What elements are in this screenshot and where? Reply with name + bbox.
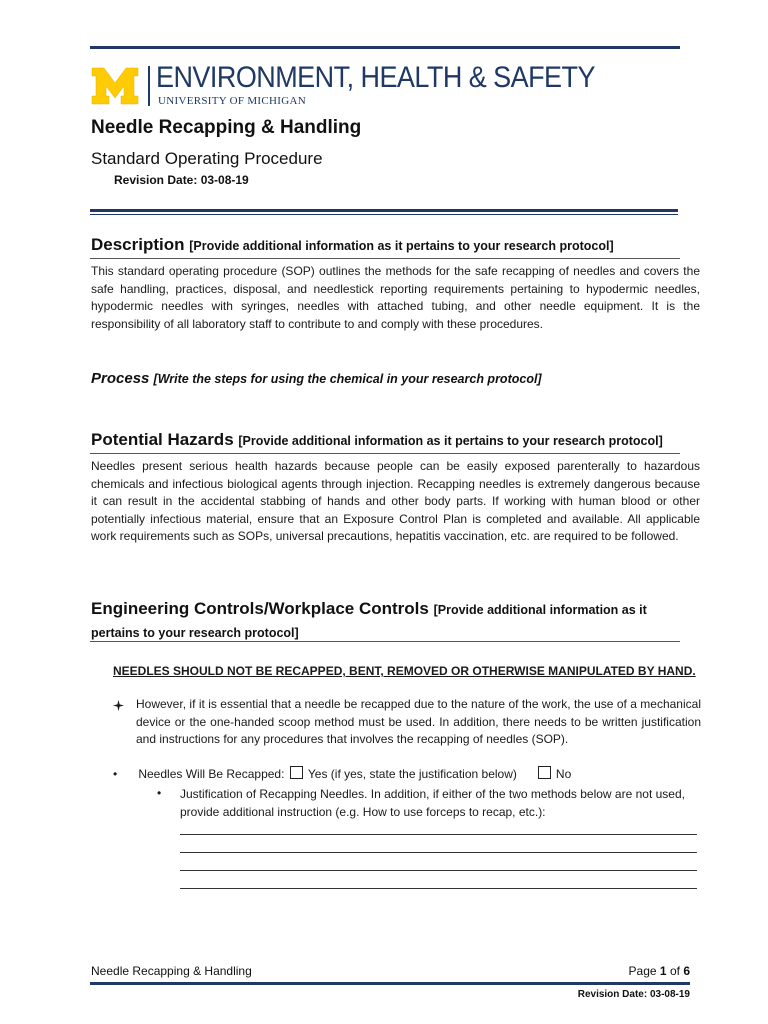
hazards-rule [90,453,680,454]
no-option-label: No [555,767,572,781]
no-checkbox[interactable] [538,766,551,779]
recap-question-label: Needles Will Be Recapped: [138,767,285,781]
footer-page-word: Page [628,964,657,978]
engineering-note-line1: [Provide additional information as it [433,603,647,617]
justification-line-1[interactable] [180,834,697,835]
process-note: [Write the steps for using the chemical in your research protocol] [153,372,542,386]
yes-checkbox[interactable] [290,766,303,779]
justification-line-3[interactable] [180,870,697,871]
footer-page-total: 6 [683,964,690,978]
document-title: Needle Recapping & Handling [91,117,362,138]
yes-option-label: Yes (if yes, state the justification below) [307,767,517,781]
title-rule-thin [90,214,678,215]
footer-revision-date: Revision Date: 03-08-19 [577,989,690,1000]
recap-question [113,766,571,781]
sub-bullet-icon: • [157,786,162,800]
footer-page-current: 1 [659,964,667,978]
hazards-note: [Provide additional information as it pertains to your research protocol] [238,434,663,448]
org-subtitle: UNIVERSITY OF MICHIGAN [158,95,306,107]
hazards-heading [91,430,663,450]
description-text: This standard operating procedure (SOP) outlines the methods for the safe recapping of needles and covers the safe handling, practices, disposal, and needlestick reporting requirements pertaining to hypodermic needles, hypodermic needles with syringes, needles with attached tubing, and other needle equipment. It is the responsibility of all laboratory staff to contribute to and comply with these procedures. [91,264,700,331]
footer-rule [90,982,690,985]
engineering-rule [90,641,680,642]
justification-text: Justification of Recapping Needles. In addition, if either of the two methods below are not used, provide additional instruction (e.g. How to use forceps to recap, etc.): [180,787,685,819]
no-recap-warning: NEEDLES SHOULD NOT BE RECAPPED, BENT, REMOVED OR OTHERWISE MANIPULATED BY HAND. [113,664,696,678]
bullet-icon: • [113,767,118,781]
footer-page-number [629,964,690,978]
revision-date: Revision Date: 03-08-19 [114,173,249,187]
recap-exception-text: However, if it is essential that a needle be recapped due to the nature of the work, the use of a mechanical device or the one-handed scoop method must be used. In addition, there needs to be written justification and instructions for any procedures that involves the recapping of needles (SOP). [136,697,701,746]
justification-line-4[interactable] [180,888,697,889]
description-heading-text: Description [91,235,185,254]
process-heading [91,370,542,387]
title-rule-thick [90,209,678,212]
block-m-logo-icon [90,66,140,106]
engineering-note-continued [91,622,299,642]
engineering-note-line2: pertains to your research protocol] [91,626,299,640]
hazards-heading-text: Potential Hazards [91,430,234,449]
engineering-heading-text: Engineering Controls/Workplace Controls [91,599,429,618]
process-heading-text: Process [91,370,150,387]
footer-of-word: of [669,964,680,978]
diamond-bullet-icon [113,700,124,711]
engineering-heading [91,599,647,619]
description-heading [91,235,614,255]
org-title: ENVIRONMENT, HEALTH & SAFETY [156,61,595,94]
description-note: [Provide additional information as it pertains to your research protocol] [189,239,614,253]
description-rule [90,258,680,259]
justification-line-2[interactable] [180,852,697,853]
document-subtitle: Standard Operating Procedure [91,149,323,168]
footer-doc-name: Needle Recapping & Handling [91,964,252,978]
top-rule [90,46,680,49]
logo-divider [148,66,150,106]
hazards-text: Needles present serious health hazards because people can be easily exposed parenterally to hazardous chemicals and infectious biological agents through injection. Recapping needles is extremely dangerous because it can result in the accidental stabbing of hands and other body parts. If working with human blood or other potentially infectious material, ensure that an Exposure Control Plan is completed and available. All applicable work requirements such as SOPs, universal precautions, hepatitis vaccination, etc. are required to be followed. [91,459,700,543]
